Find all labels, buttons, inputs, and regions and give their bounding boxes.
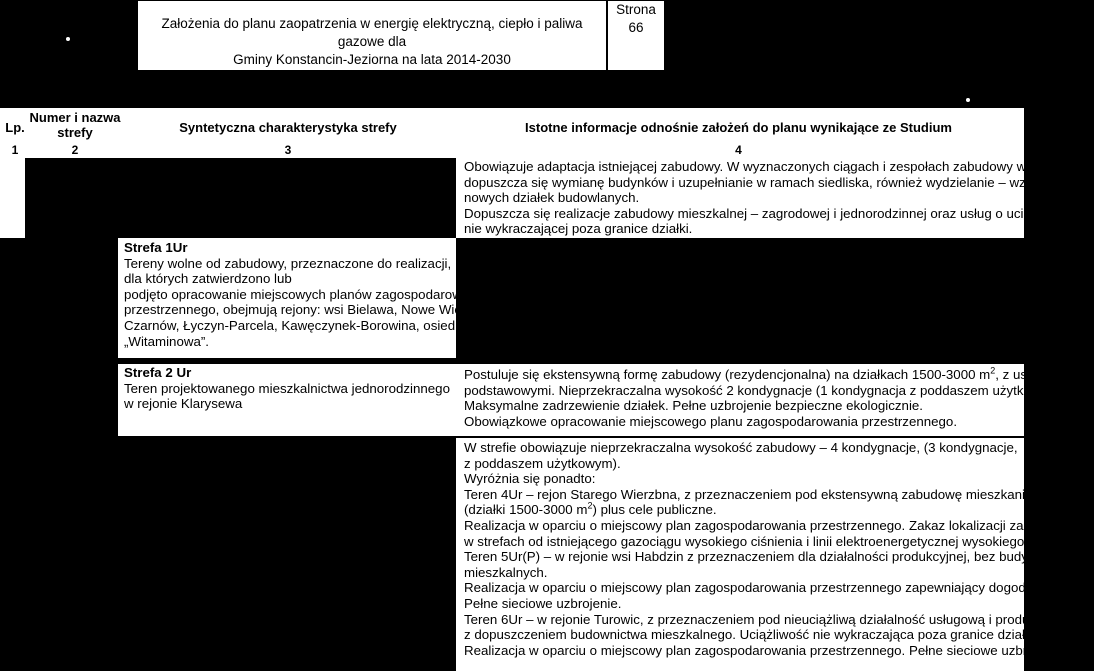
column-header-characteristics: Syntetyczna charakterystyka strefy [179, 120, 397, 135]
text-line: Teren 6Ur – w rejonie Turowic, z przeznaczeniem pod nieuciążliwą działalność usługową i produkcyjną, [464, 611, 1071, 627]
text-line [464, 502, 1086, 518]
strefa2-characteristics [124, 365, 450, 412]
text-line: „Witaminowa”. [124, 333, 209, 349]
page-label: Strona [616, 2, 656, 17]
superscript: 2 [587, 500, 593, 511]
text-line: Tereny wolne od zabudowy, przeznaczone do realizacji, [124, 255, 452, 271]
text-line [464, 367, 1066, 383]
text-line: Dopuszcza się realizacje zabudowy mieszkalnej – zagrodowej i jednorodzinnej oraz usług o uciążliwości [464, 205, 1077, 221]
text-segment: (działki 1500-3000 m [464, 502, 588, 518]
text-line: Obowiązuje adaptacja istniejącej zabudowy. W wyznaczonych ciągach i zespołach zabudowy wiejskiej [464, 159, 1067, 174]
column-header-zone-name [28, 110, 122, 140]
lp-cell-block1 [0, 158, 25, 238]
page-number: 66 [628, 20, 644, 35]
text-line: Realizacja w oparciu o miejscowy plan zagospodarowania przestrzennego. Zakaz lokalizacji zabudowy [464, 517, 1070, 533]
document-title-box [137, 0, 607, 71]
scan-speck [66, 37, 70, 41]
text-line: Obowiązkowe opracowanie miejscowego planu zagospodarowania przestrzennego. [464, 413, 958, 429]
text-line: nie wykraczającej poza granice działki. [464, 221, 693, 237]
text-line: Maksymalne zadrzewienie działek. Pełne uzbrojenie bezpieczne ekologicznie. [464, 398, 923, 414]
strefa1-characteristics [124, 240, 499, 349]
document-title-line2: Gminy Konstancin-Jeziorna na lata 2014-2030 [233, 52, 511, 67]
text-line: Realizacja w oparciu o miejscowy plan zagospodarowania przestrzennego. Pełne sieciowe uzbrojenie. [464, 642, 1067, 658]
block4-info [464, 440, 1086, 658]
column-number-3: 3 [284, 143, 292, 157]
page-number-box [607, 0, 665, 71]
text-line: z dopuszczeniem budownictwa mieszkalnego. Uciążliwość nie wykraczająca poza granice działki. [464, 627, 1039, 643]
column-header-study-info: Istotne informacje odnośnie założeń do planu wynikające ze Studium [525, 120, 952, 135]
column-header-zone-name-line1: Numer i nazwa [29, 110, 121, 125]
column-number-2: 2 [71, 143, 79, 157]
text-line: Czarnów, Łyczyn-Parcela, Kawęczynek-Borowina, osiedle [124, 317, 466, 333]
text-line: podjęto opracowanie miejscowych planów zagospodarowania [124, 286, 487, 302]
text-line: Wyróżnia się ponadto: [464, 471, 596, 487]
strefa2-info [464, 367, 1066, 429]
text-segment: , z usługami [995, 367, 1067, 382]
strefa2-title: Strefa 2 Ur [124, 365, 192, 380]
document-title-line1: Założenia do planu zaopatrzenia w energię elektryczną, ciepło i paliwa gazowe dla [161, 16, 583, 49]
text-line: Pełne sieciowe uzbrojenie. [464, 595, 622, 611]
text-segment: ) plus cele publiczne. [592, 502, 717, 518]
column-header-lp: Lp. [5, 120, 25, 135]
text-line: Realizacja w oparciu o miejscowy plan zagospodarowania przestrzennego zapewniający dogodny dojazd. [464, 580, 1087, 596]
scan-speck [966, 98, 970, 102]
text-line: Teren 5Ur(P) – w rejonie wsi Habdzin z przeznaczeniem dla działalności produkcyjnej, bez budynków [464, 549, 1059, 565]
info-text-block1 [464, 159, 1094, 237]
strefa1-title: Strefa 1Ur [124, 240, 188, 255]
text-line: nowych działek budowlanych. [464, 190, 640, 206]
text-line: w rejonie Klarysewa [124, 396, 243, 412]
text-line: podstawowymi. Nieprzekraczalna wysokość 2 kondygnacje (1 kondygnacja z poddaszem użytkowym). [464, 382, 1067, 398]
text-line: Teren projektowanego mieszkalnictwa jednorodzinnego [124, 380, 450, 396]
text-line: W strefie obowiązuje nieprzekraczalna wysokość zabudowy – 4 kondygnacje, (3 kondygnacje, [464, 440, 1018, 455]
text-line: dopuszcza się wymianę budynków i uzupełnianie w ramach siedliska, również wydzielanie – wzdłuż drogi – [464, 174, 1094, 190]
text-line: w strefach od istniejącego gazociągu wysokiego ciśnienia i linii elektroenergetycznej wysokiego napięcia. [464, 533, 1082, 549]
text-line: dla których zatwierdzono lub [124, 271, 292, 287]
text-line: z poddaszem użytkowym). [464, 455, 621, 471]
column-number-1: 1 [11, 143, 19, 157]
column-header-zone-name-line2: strefy [57, 125, 93, 140]
superscript: 2 [990, 365, 996, 376]
text-line: przestrzennego, obejmują rejony: wsi Bielawa, Nowe Wierzbno, [124, 302, 499, 318]
column-number-4: 4 [735, 143, 742, 157]
text-line: mieszkalnych. [464, 564, 548, 580]
text-line: Teren 4Ur – rejon Starego Wierzbna, z przeznaczeniem pod ekstensywną zabudowę mieszkaniową [464, 486, 1050, 502]
text-segment: Postuluje się ekstensywną formę zabudowy (rezydencjonalna) na działkach 1500-3000 m [464, 367, 991, 382]
